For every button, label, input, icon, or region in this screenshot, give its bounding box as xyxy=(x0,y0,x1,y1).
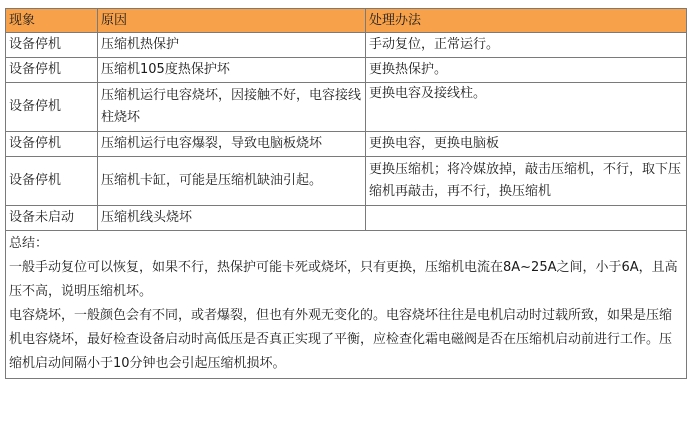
cell-cause: 压缩机热保护 xyxy=(98,33,366,58)
cell-solution: 更换电容及接线柱。 xyxy=(366,83,687,132)
table-row xyxy=(6,58,687,83)
fault-table xyxy=(5,8,687,379)
cell-phenomenon: 设备停机 xyxy=(6,83,98,132)
summary-paragraph-2: 电容烧坏，一般颜色会有不同，或者爆裂，但也有外观无变化的。电容烧坏往往是电机启动时过载所致，如果是压缩机电容烧坏，最好检查设备启动时高低压是否真正实现了平衡，应检查化霜电磁阀是否在压缩机启动前进行工作。压缩机启动间隔小于10分钟也会引起压缩机损坏。 xyxy=(9,308,673,371)
cell-phenomenon: 设备未启动 xyxy=(6,206,98,231)
summary-title: 总结： xyxy=(9,236,49,251)
cell-cause: 压缩机运行电容爆裂，导致电脑板烧坏 xyxy=(98,132,366,157)
table-row xyxy=(6,206,687,231)
summary-row xyxy=(6,231,687,379)
cell-phenomenon: 设备停机 xyxy=(6,58,98,83)
cell-solution: 更换压缩机；将冷媒放掉，敲击压缩机，不行，取下压缩机再敲击，再不行，换压缩机 xyxy=(366,157,687,206)
cell-solution: 更换热保护。 xyxy=(366,58,687,83)
table-header-row xyxy=(6,9,687,33)
summary-cell xyxy=(6,231,687,379)
cell-phenomenon: 设备停机 xyxy=(6,132,98,157)
header-solution: 处理办法 xyxy=(366,9,687,33)
table-row xyxy=(6,132,687,157)
header-cause: 原因 xyxy=(98,9,366,33)
cell-cause: 压缩机线头烧坏 xyxy=(98,206,366,231)
header-phenomenon: 现象 xyxy=(6,9,98,33)
cell-cause: 压缩机运行电容烧坏，因接触不好，电容接线柱烧坏 xyxy=(98,83,366,132)
table-row xyxy=(6,33,687,58)
table-row xyxy=(6,83,687,132)
cell-phenomenon: 设备停机 xyxy=(6,157,98,206)
cell-cause: 压缩机105度热保护坏 xyxy=(98,58,366,83)
cell-solution: 手动复位，正常运行。 xyxy=(366,33,687,58)
cell-phenomenon: 设备停机 xyxy=(6,33,98,58)
table-row xyxy=(6,157,687,206)
cell-solution: 更换电容，更换电脑板 xyxy=(366,132,687,157)
cell-solution xyxy=(366,206,687,231)
cell-cause: 压缩机卡缸，可能是压缩机缺油引起。 xyxy=(98,157,366,206)
summary-paragraph-1: 一般手动复位可以恢复，如果不行，热保护可能卡死或烧坏，只有更换，压缩机电流在8A~25A之间，小于6A，且高压不高，说明压缩机坏。 xyxy=(9,260,678,299)
